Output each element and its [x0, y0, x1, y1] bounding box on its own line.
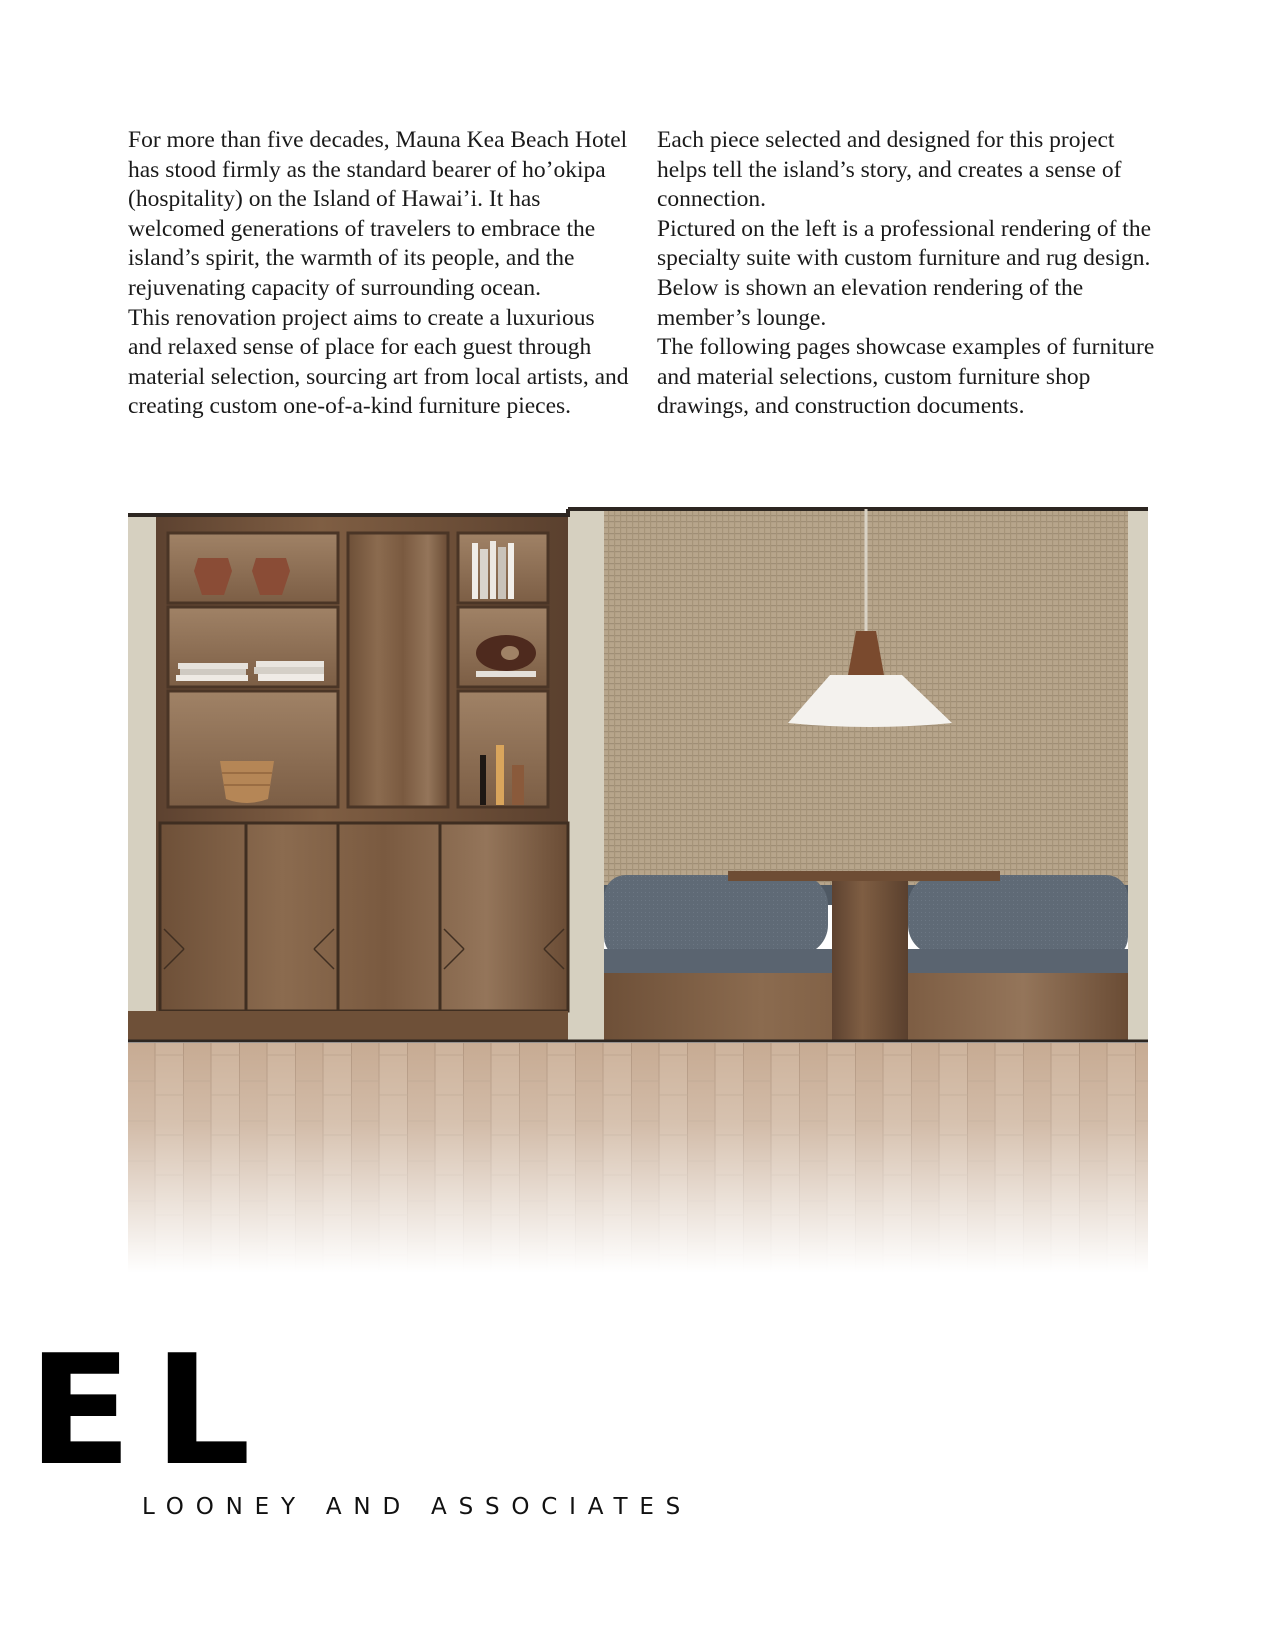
intro-column-left: [128, 126, 633, 422]
intro-paragraph: This renovation project aims to create a luxurious and relaxed sense of place for each guest through material selection, sourcing art from local artists, and creating custom one-of-a-kind furniture pieces.: [128, 304, 629, 420]
lounge-elevation-rendering: [128, 503, 1148, 1273]
company-name: LOONEY AND ASSOCIATES: [142, 1494, 693, 1520]
intro-paragraph: Each piece selected and designed for this project helps tell the island’s story, and creates a sense of connection.: [657, 127, 1122, 213]
intro-paragraph: For more than five decades, Mauna Kea Beach Hotel has stood firmly as the standard bearer of ho’okipa (hospitality) on the Island of Hawai’i. It has welcomed generations of travelers to embrace the island’s spirit, the warmth of its people, and the rejuvenating capacity of surrounding ocean.: [128, 127, 628, 301]
intro-paragraph: The following pages showcase examples of furniture and material selections, custom furniture shop drawings, and construction documents.: [657, 334, 1155, 420]
intro-paragraph: Pictured on the left is a professional rendering of the specialty suite with custom furniture and rug design. Below is shown an elevation rendering of the member’s lounge.: [657, 215, 1152, 331]
logo-mark: EL: [28, 1322, 273, 1499]
intro-column-right: [657, 126, 1167, 422]
